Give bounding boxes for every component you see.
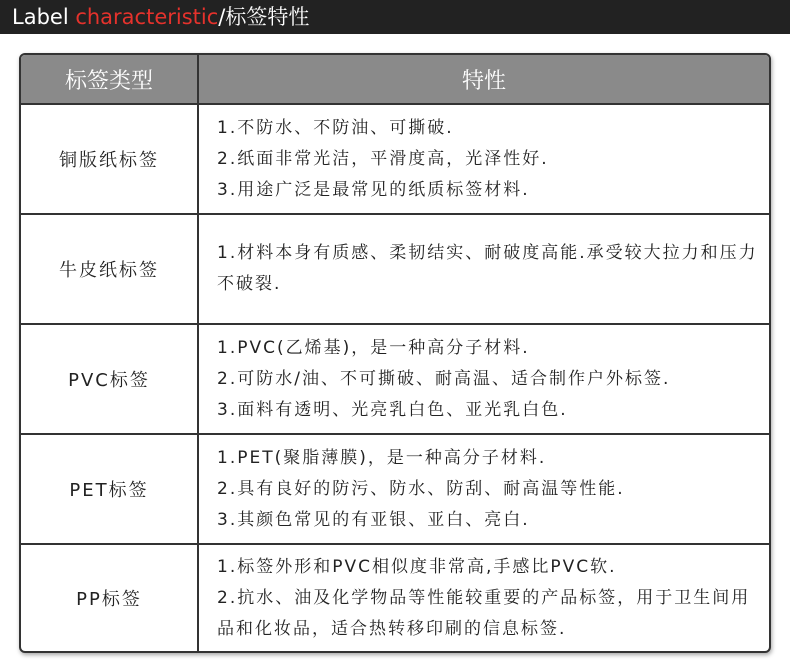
label-characteristics-table — [19, 53, 771, 653]
table-row — [21, 214, 769, 324]
characteristics-cell — [198, 104, 769, 214]
characteristic-line: 3.其颜色常见的有亚银、亚白、亮白. — [217, 509, 530, 530]
table-row — [21, 544, 769, 651]
characteristic-line: 2.可防水/油、不可撕破、耐高温、适合制作户外标签. — [217, 368, 671, 389]
characteristic-line: 1.不防水、不防油、可撕破. — [217, 117, 454, 138]
table-header-row — [21, 55, 769, 104]
characteristic-line: 2.抗水、油及化学物品等性能较重要的产品标签，用于卫生间用品和化妆品，适合热转移印刷的信息标签. — [217, 587, 751, 639]
label-type-cell: 铜版纸标签 — [21, 104, 198, 214]
label-type-cell: PP标签 — [21, 544, 198, 651]
label-type-cell: PVC标签 — [21, 324, 198, 434]
column-header-characteristics: 特性 — [198, 55, 769, 104]
characteristic-line: 1.材料本身有质感、柔韧结实、耐破度高能.承受较大拉力和压力不破裂. — [217, 243, 758, 294]
characteristics-cell — [198, 544, 769, 651]
characteristic-line: 1.PVC(乙烯基)，是一种高分子材料. — [217, 337, 530, 358]
characteristics-cell — [198, 324, 769, 434]
title-english: Label — [12, 5, 76, 29]
table-row — [21, 104, 769, 214]
section-title — [0, 0, 790, 34]
table-row — [21, 324, 769, 434]
characteristics-cell — [198, 214, 769, 324]
characteristic-line: 1.标签外形和PVC相似度非常高,手感比PVC软. — [217, 556, 617, 577]
label-type-cell: 牛皮纸标签 — [21, 214, 198, 324]
characteristics-cell — [198, 434, 769, 544]
title-chinese: /标签特性 — [218, 5, 310, 29]
title-accent-word: characteristic — [75, 5, 219, 29]
label-type-cell: PET标签 — [21, 434, 198, 544]
characteristic-line: 3.用途广泛是最常见的纸质标签材料. — [217, 179, 530, 200]
column-header-type: 标签类型 — [21, 55, 198, 104]
characteristic-line: 2.具有良好的防污、防水、防刮、耐高温等性能. — [217, 478, 625, 499]
characteristic-line: 3.面料有透明、光亮乳白色、亚光乳白色. — [217, 399, 568, 420]
characteristic-line: 1.PET(聚脂薄膜)，是一种高分子材料. — [217, 447, 547, 468]
characteristic-line: 2.纸面非常光洁，平滑度高，光泽性好. — [217, 148, 549, 169]
table-row — [21, 434, 769, 544]
